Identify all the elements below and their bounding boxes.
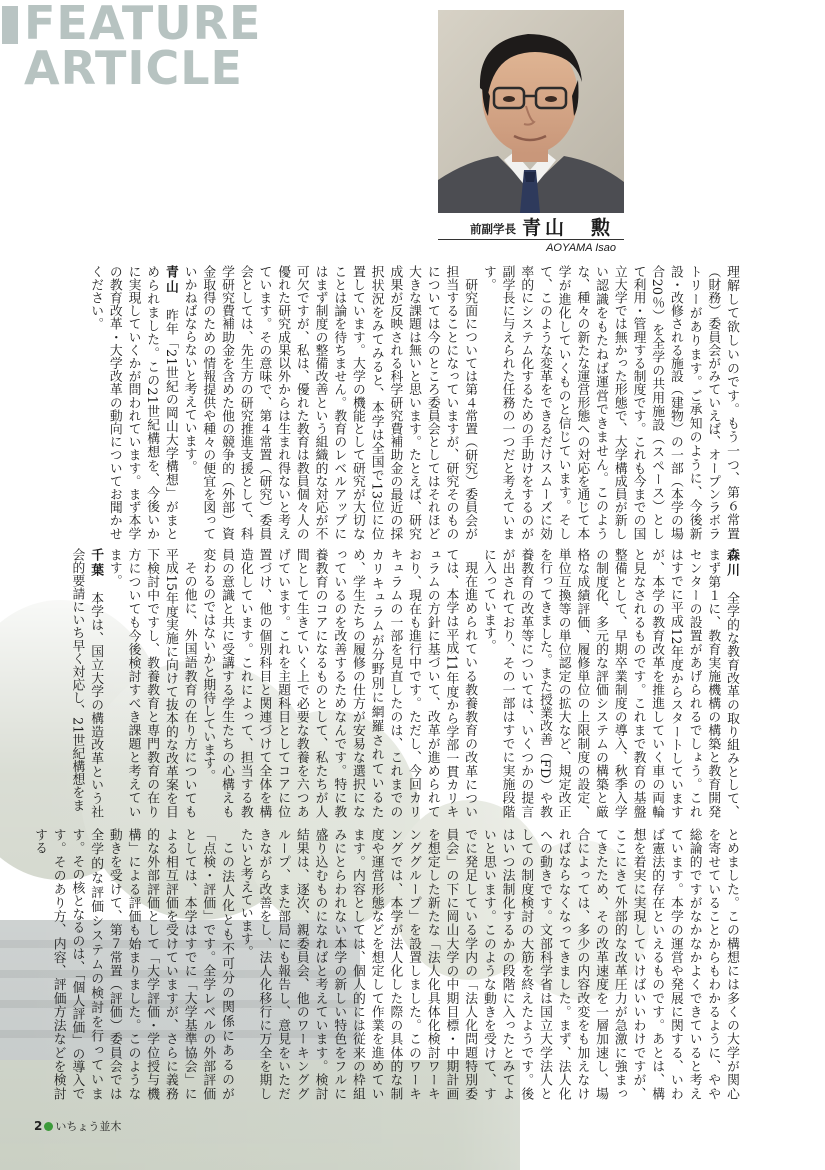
speaker-name: 青山 勲 [522,217,615,239]
green-dot-icon [44,1122,53,1131]
paragraph: とめました。この構想には多くの大学が関心を寄せていることからもわかるように、やや総論的ですがなかなかよくできていると考えています。本学の運営や発展に関する、いわば憲法的存在といえるものです。あとは、構想を着実に実現していけばいいわけですが、ここにきて外部的な改革圧力が急激に強まってきたため、その改革速度を一層加速し、場合によっては、多少の内容改変をも加えなければならなくなってきました。まず、法人化への動きです。文部科学省は国立大学法人としての制度検討の大筋を終えたようです。後はいつ法制化するかの段階に入ったとみてよいと思います。このような動きを受けて、すでに発足している学内の「法人化問題特別委員会」の下に岡山大学の中期目標・中期計画を想定した新たな「法人化具体化検討ワーキンググループ」を設置しました。このワーキングでは、本学が法人化した際の具体的な制度や運営形態などを想定して作業を進めています。内容としては、個人的には従来の枠組みにとらわれない本学の新しい特色をフルに盛り込むものになればと考えています。検討結果は、逐次、親委員会、他のワーキンググループ、また部局にも報告し、意見をいただきながら改善をし、法人化移行に万全を期したいと考えています。 [237,828,739,1100]
speaker-label: 青山 [162,265,178,296]
paragraph: 研究面については第４常置（研究）委員会が担当することになっていますが、研究そのものについては今のところ委員会としてはそれほど大きな課題は無いと思います。たとえば、研究成果が反映される科学研究費補助金の最近の採択状況をみてみると、本学は全国で13位に位置しています。大学の機能として研究が大切なことは論を待ちません。教育のレベルアップにはまず制度の整備改善という組織的な対応が不可欠ですが、私は、優れた教育は教員個々人の優れた研究成果以外からは生まれ得ないと考えています。その意味で、第４常置（研究）委員会としては、先生方の研究推進支援として、科学研究費補助金を含めた他の競争的（外部）資金取得のための情報提供や種々の便宜を図っていかねばならないと考えています。 [181,265,478,540]
paragraph: 青山 昨年「21世紀の岡山大学構想」がまとめられました。この21世紀構想を、今後いかに実現していくかが問われています。まず本学の教育改革・大学改革の動向についてお聞かせください。 [88,265,178,540]
feature-heading-line1: FEATURE [24,0,262,50]
speaker-role: 前副学長 [470,222,516,236]
byline-rule [438,239,624,240]
speaker-label: 森川 [724,548,739,579]
article-row-2 [69,548,740,819]
paragraph: 理解して欲しいのです。もう一つ、第６常置（財務）委員会がみていえば、オープンラボラトリーがあります。ご承知のように、今後新設・改修される施設（建物）の一部（本学の場合20％）を全学の共用施設（スペース）として利用・管理する制度です。これも今までの国立大学では無かった形態で、大学構成員が新しい認識をもたねば運営できません。このような、種々の新たな運営形態への対応を通じて本学が進化していくものと信じています。そして、このような変革をできるだけスムーズに効率的にシステム化するための手助けをするのが副学長に与えられた任務の一つだと考えています。 [480,265,739,540]
paragraph: 森川 全学的な教育改革の取り組みとして、まず第１に、教育実施機構の構築と教育開発センターの設置があげられるでしょう。これはすでに平成12年度からスタートしていますが、本学の教育改革を推進していく車の両輪と見なされるものです。これまで教育の基盤整備として、早期卒業制度の導入、秋季入学の制度化、多元的な評価システムの構築と厳格な成績評価、履修単位の上限制度の設定、単位互換等の単位認定の拡大など、規定改正を行ってきました。また授業改善（FD）や教養教育の改革等については、いくつかの提言が出されており、その一部はすでに実施段階に入っています。 [480,548,739,819]
article-row-3 [31,828,740,1100]
page-number: 2 [34,1119,43,1133]
speaker-name-roman: AOYAMA Isao [546,242,616,254]
header-accent-bar [2,6,18,44]
paragraph: その他に、外国語教育の在り方についても平成15年度実施に向けて抜本的な改革案を目下検討中ですし、教養教育と専門教育の在り方についても今後検討すべき課題と考えています。 [106,548,197,818]
article-row-1 [80,265,740,540]
paragraph: この法人化とも不可分の関係にあるのが「点検・評価」です。全学レベルの外部評価としては、本学はすでに「大学基準協会」による相互評価を受けていますが、さらに義務的な外部評価として「大学評価・学位授与機構」による評価も始まりました。このような動きを受けて、第７常置（評価）委員会では全学的な評価システムの検討を行っています。その核となるのは、「個人評価」の導入です。そのあり方、内容、評価方法などを検討する [31,828,235,1100]
speaker-label: 千葉 [88,548,104,579]
page-footer [34,1118,121,1134]
feature-heading-line2: ARTICLE [24,41,243,95]
paragraph: 現在進められている教養教育の改革については、本学は平成11年度から学部一貫カリキュラムの方針に基づいて、改革が進められており、現在も進行中です。ただし、今回カリキュラムの一部を見直したのは、これまでのカリキュラムが分野別に網羅されているため、学生たちの履修の仕方が安易な選択になっているのを改善するためなんです。特に教養教育のコアになるものとして、私たちが人間として生きていく上で必要な教養を六つあげています。これを主題科目としてコアに位置づけ、他の個別科目と関連づけて全体を構造化しています。これによって、担当する教員の意識と共に受講する学生たちの心構えも変わるのではないかと期待しています。 [200,548,478,818]
publication-name: いちょう並木 [55,1120,122,1133]
portrait-photo [438,10,624,213]
paragraph: 千葉 本学は、国立大学の構造改革という社会的要請にいち早く対応し、21世紀構想をま [69,548,104,819]
